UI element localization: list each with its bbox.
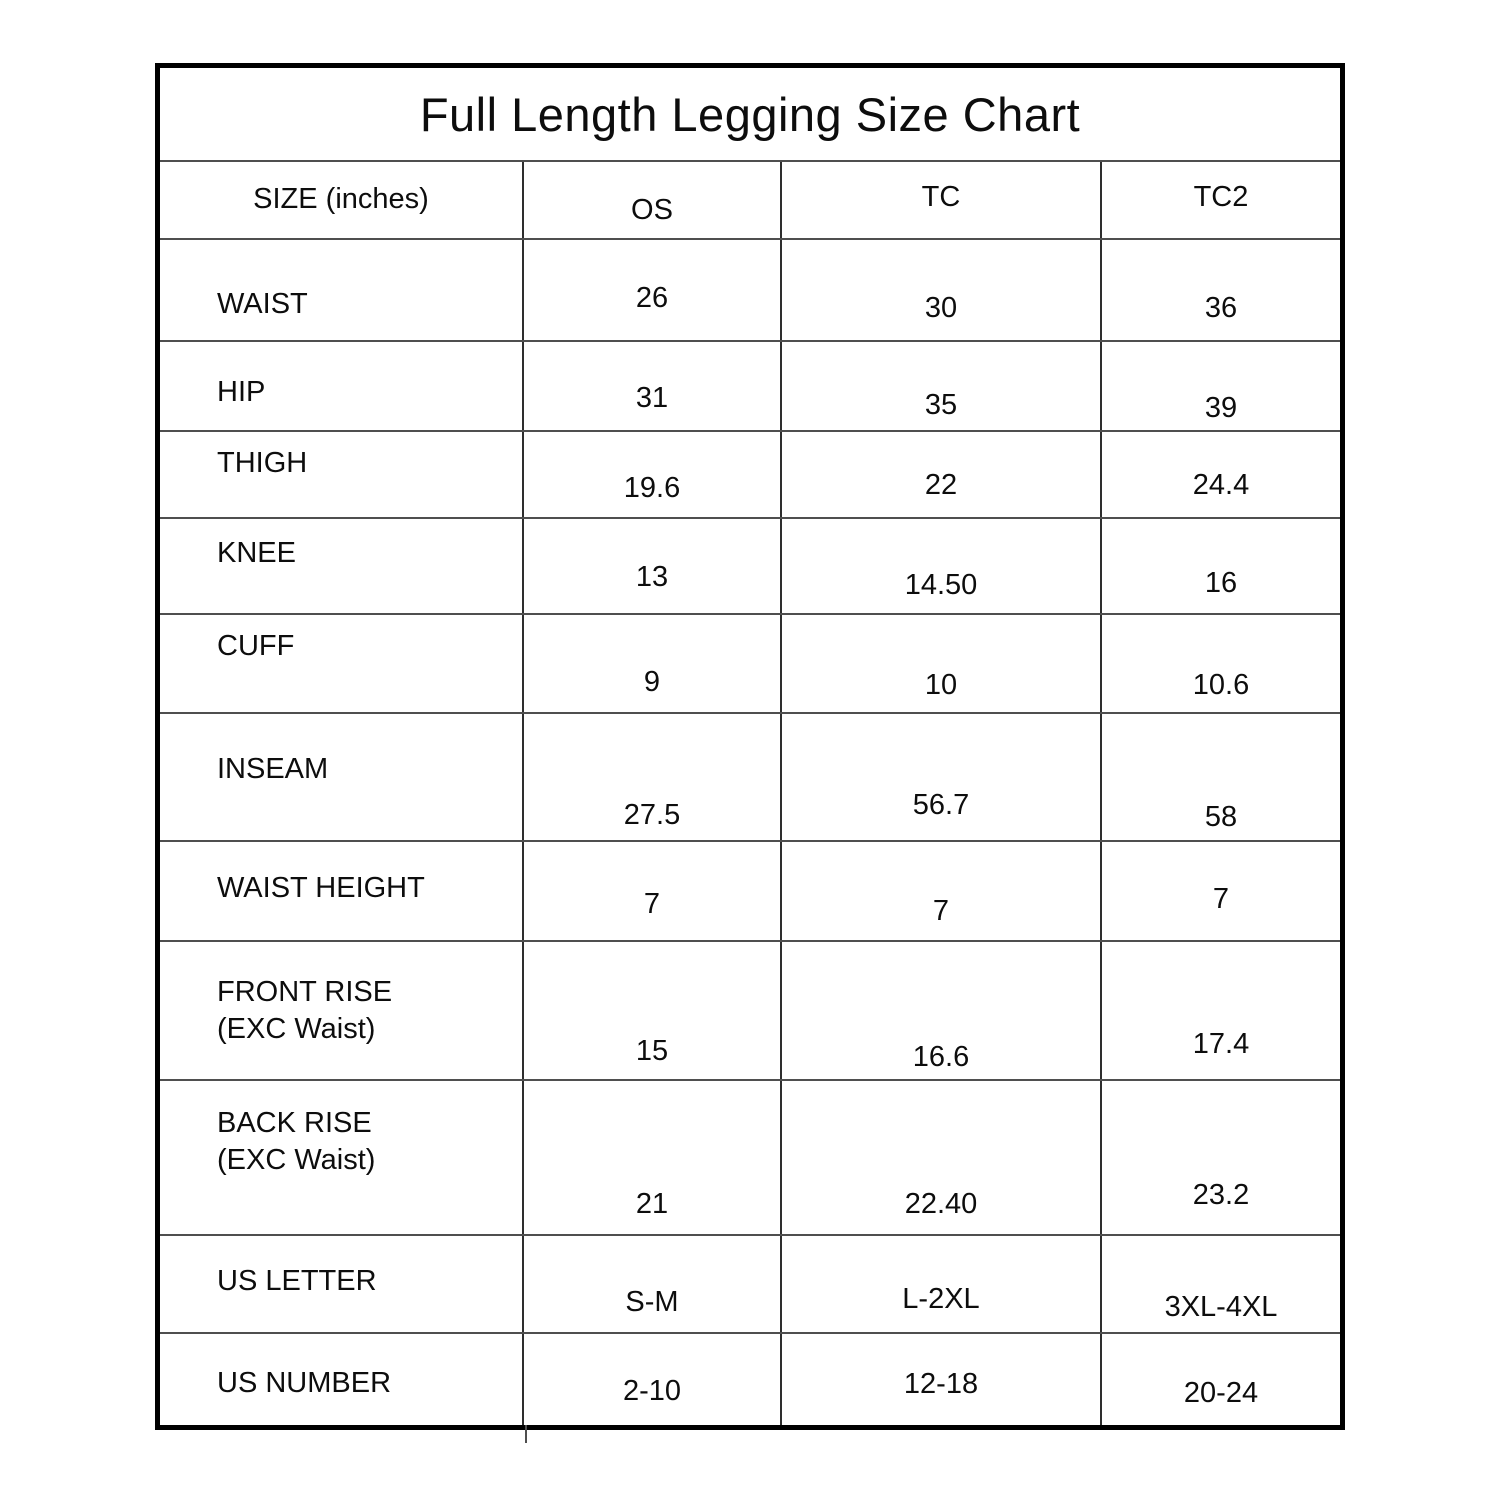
header-col-tc (780, 162, 1100, 238)
header-row (160, 160, 1340, 238)
row-label: FRONT RISE (217, 976, 393, 1009)
header-col-tc2 (1100, 162, 1340, 238)
table-row (160, 940, 1340, 1079)
cell-value: 16 (1204, 566, 1238, 599)
cell-value: 35 (924, 388, 958, 421)
cell-value: S-M (625, 1285, 679, 1318)
cell-value: 19.6 (623, 472, 681, 505)
cell-os-value (522, 1236, 780, 1332)
cell-value: 27.5 (623, 798, 681, 831)
row-label-cell (160, 342, 522, 430)
header-os-label: OS (631, 193, 673, 226)
row-label: INSEAM (217, 752, 329, 785)
row-label: US LETTER (217, 1264, 377, 1297)
cell-value: 16.6 (912, 1041, 970, 1074)
cell-os-value (522, 714, 780, 840)
row-sublabel: (EXC Waist) (217, 1143, 376, 1176)
cell-value: 24.4 (1192, 469, 1250, 502)
cell-value: 7 (643, 887, 661, 920)
cell-tc2-value (1100, 714, 1340, 840)
cell-tc2-value (1100, 432, 1340, 517)
cell-value: 15 (635, 1035, 669, 1068)
header-col-os (522, 162, 780, 238)
row-label-cell (160, 1236, 522, 1332)
cell-value: 12-18 (903, 1368, 979, 1401)
row-label-cell (160, 519, 522, 613)
cell-os-value (522, 1334, 780, 1425)
cell-value: 26 (635, 281, 669, 314)
cell-value: 58 (1204, 800, 1238, 833)
cell-os-value (522, 842, 780, 940)
column-divider-tick (525, 1425, 527, 1443)
header-tc2-label: TC2 (1193, 180, 1249, 213)
cell-tc-value (780, 842, 1100, 940)
cell-value: 31 (635, 381, 669, 414)
cell-tc2-value (1100, 342, 1340, 430)
row-label: CUFF (217, 630, 295, 663)
cell-os-value (522, 1081, 780, 1234)
cell-tc-value (780, 519, 1100, 613)
cell-value: 20-24 (1183, 1377, 1259, 1410)
cell-os-value (522, 432, 780, 517)
cell-value: 3XL-4XL (1164, 1290, 1278, 1323)
title-row (160, 68, 1340, 160)
cell-value: 39 (1204, 391, 1238, 424)
table-row (160, 340, 1340, 430)
cell-value: 10.6 (1192, 669, 1250, 702)
row-label-cell (160, 1081, 522, 1234)
cell-tc2-value (1100, 842, 1340, 940)
cell-tc-value (780, 1334, 1100, 1425)
cell-os-value (522, 942, 780, 1079)
cell-tc2-value (1100, 519, 1340, 613)
cell-os-value (522, 342, 780, 430)
cell-value: 22 (924, 469, 958, 502)
row-label-cell (160, 240, 522, 340)
table-row (160, 712, 1340, 840)
cell-value: 10 (924, 669, 958, 702)
cell-tc-value (780, 615, 1100, 712)
cell-tc-value (780, 1236, 1100, 1332)
cell-value: 9 (643, 666, 661, 699)
cell-value: L-2XL (902, 1282, 980, 1315)
cell-value: 17.4 (1192, 1028, 1250, 1061)
row-label: HIP (217, 375, 266, 408)
table-row (160, 238, 1340, 340)
cell-tc2-value (1100, 615, 1340, 712)
cell-os-value (522, 519, 780, 613)
row-label: US NUMBER (217, 1367, 392, 1400)
chart-title: Full Length Legging Size Chart (419, 87, 1081, 141)
header-tc-label: TC (921, 180, 961, 213)
size-chart-table (155, 63, 1345, 1430)
row-label-cell (160, 432, 522, 517)
cell-value: 36 (1204, 291, 1238, 324)
table-row (160, 1332, 1340, 1425)
cell-value: 13 (635, 560, 669, 593)
cell-value: 7 (932, 894, 950, 927)
row-label: WAIST (217, 287, 308, 320)
table-row (160, 840, 1340, 940)
cell-os-value (522, 615, 780, 712)
cell-tc2-value (1100, 942, 1340, 1079)
cell-tc2-value (1100, 240, 1340, 340)
table-row (160, 613, 1340, 712)
row-label: WAIST HEIGHT (217, 871, 425, 904)
cell-tc-value (780, 1081, 1100, 1234)
row-label: KNEE (217, 536, 296, 569)
cell-tc2-value (1100, 1334, 1340, 1425)
cell-value: 21 (635, 1188, 669, 1221)
cell-value: 2-10 (622, 1375, 682, 1408)
cell-value: 7 (1212, 882, 1230, 915)
cell-tc-value (780, 714, 1100, 840)
row-label-cell (160, 714, 522, 840)
cell-value: 22.40 (904, 1188, 978, 1221)
row-label-cell (160, 842, 522, 940)
cell-value: 23.2 (1192, 1179, 1250, 1212)
table-row (160, 430, 1340, 517)
cell-tc2-value (1100, 1236, 1340, 1332)
row-label-cell (160, 615, 522, 712)
cell-value: 14.50 (904, 568, 978, 601)
header-size-label: SIZE (inches) (253, 182, 429, 215)
table-row (160, 1234, 1340, 1332)
cell-os-value (522, 240, 780, 340)
cell-tc2-value (1100, 1081, 1340, 1234)
cell-tc-value (780, 342, 1100, 430)
row-label: BACK RISE (217, 1107, 372, 1140)
cell-value: 56.7 (912, 788, 970, 821)
cell-tc-value (780, 942, 1100, 1079)
row-label-cell (160, 942, 522, 1079)
row-label: THIGH (217, 447, 308, 480)
cell-tc-value (780, 240, 1100, 340)
header-size-label-cell (160, 162, 522, 238)
table-row (160, 1079, 1340, 1234)
table-row (160, 517, 1340, 613)
row-label-cell (160, 1334, 522, 1425)
cell-tc-value (780, 432, 1100, 517)
row-sublabel: (EXC Waist) (217, 1012, 376, 1045)
cell-value: 30 (924, 291, 958, 324)
